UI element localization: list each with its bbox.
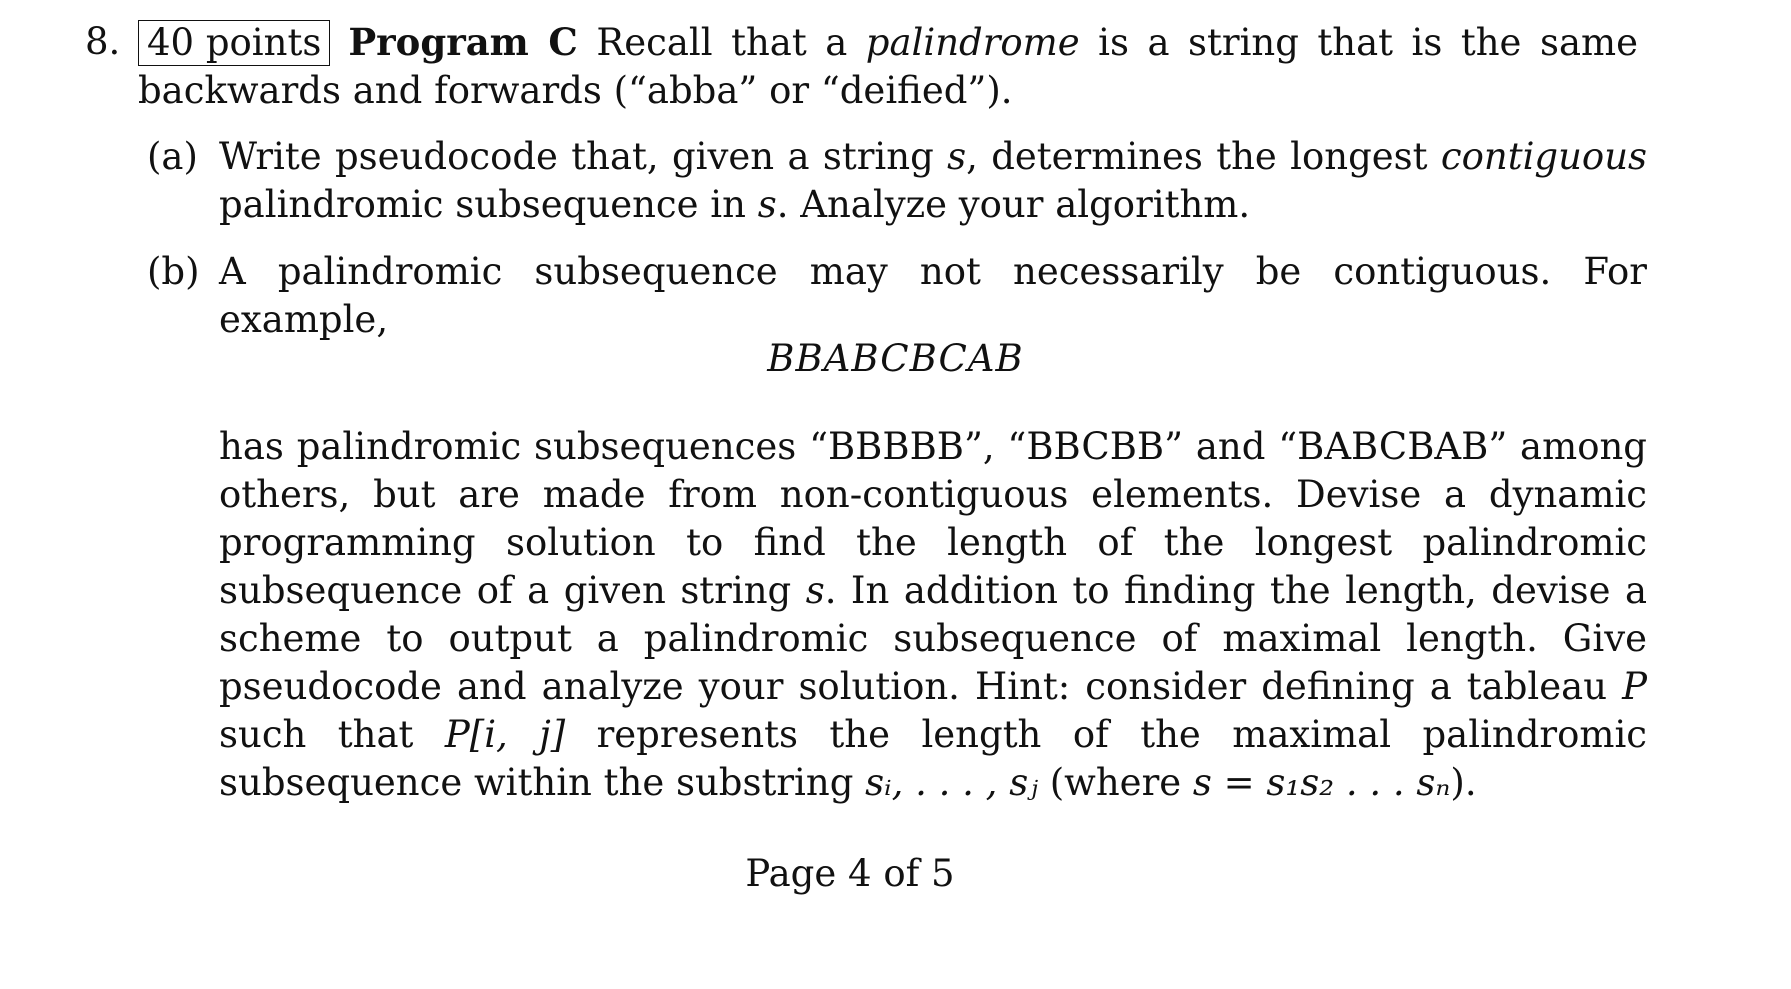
- example-string: BBABCBCAB: [767, 337, 1024, 380]
- part-a-text-3: palindromic subsequence in: [219, 183, 746, 226]
- part-b-body: [219, 423, 1647, 807]
- part-a-text-1: Write pseudocode that, given a string: [219, 135, 934, 178]
- expr-P-i-j: P[i, j]: [444, 713, 566, 756]
- page-footer: Page 4 of 5: [745, 852, 955, 895]
- var-s: s: [757, 183, 777, 226]
- part-b-text-5: (where: [1049, 761, 1182, 804]
- part-b-text-6: ).: [1450, 761, 1477, 804]
- part-b-label: (b): [147, 250, 200, 293]
- part-b-text-4: represents the length of the maximal palindromic subsequence within the substring: [219, 713, 1648, 804]
- part-a-text-4: . Analyze your algorithm.: [776, 183, 1251, 226]
- part-b-intro: A palindromic subsequence may not necessarily be contiguous. For example,: [219, 250, 1647, 341]
- var-s: s: [947, 135, 967, 178]
- intro-text-before: Recall that a: [596, 21, 848, 64]
- part-b-text-3: such that: [219, 713, 414, 756]
- part-a: [147, 133, 1647, 229]
- expr-substring-range: sᵢ, . . . , sⱼ: [865, 761, 1038, 804]
- part-b-text-1: has palindromic subsequences “BBBBB”, “BBCBB” and “BABCBAB” among others, but are made from non-contiguous elements. Devise a dynamic programming solution to find the length of the longest palindromic subsequence of a given string: [219, 425, 1647, 612]
- points-box: 40 points: [138, 20, 330, 66]
- program-title: Program C: [348, 20, 578, 64]
- intro-text-after: is a string that is the same backwards and forwards (“abba” or “deified”).: [138, 21, 1638, 112]
- palindrome-term: palindrome: [865, 21, 1080, 64]
- contiguous-term: contiguous: [1440, 135, 1648, 178]
- problem-intro: [138, 18, 1638, 115]
- part-a-body: [219, 133, 1647, 229]
- problem-number: 8.: [85, 20, 121, 63]
- part-a-text-2: , determines the longest: [966, 135, 1428, 178]
- part-a-label: (a): [147, 135, 198, 178]
- expr-s-definition: s = s₁s₂ . . . sₙ: [1192, 761, 1451, 804]
- part-b-text-2: . In addition to finding the length, devise a scheme to output a palindromic subsequence of maximal length. Give pseudocode and analyze your solution. Hint: consider defining a tableau: [219, 569, 1648, 708]
- var-P: P: [1622, 665, 1647, 708]
- part-b: [147, 248, 1647, 344]
- var-s: s: [805, 569, 825, 612]
